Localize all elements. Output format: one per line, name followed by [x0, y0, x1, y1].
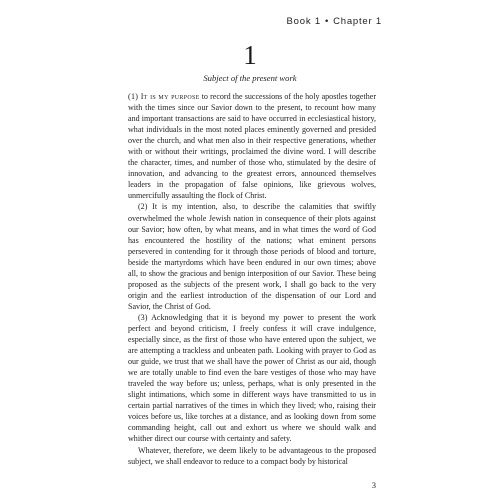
paragraph-3: (3) Acknowledging that it is beyond my power to present the work perfect and beyond criticism, I freely confess it will crave indulgence, especially since, as the first of those who have entered upon the subject, we are attempting a trackless and unbeaten path. Looking with prayer to God as our guide, we trust that we shall have the power of Christ as our aid, though we are totally unable to find even the bare vestiges of those who may have traveled the way before us; unless, perhaps, what is only presented in the slight intimations, which some in different ways have transmitted to us in certain partial narratives of the times in which they lived; who, raising their voices before us, like torches at a distance, and as looking down from some commanding height, call out and exhort us where we should walk and whither direct our course with certainty and safety. — [128, 312, 376, 444]
body-text — [128, 91, 376, 467]
running-head-separator: • — [324, 16, 330, 27]
chapter-subtitle: Subject of the present work — [203, 73, 297, 83]
paragraph-1-lead-in: (1) It is my purpose — [128, 92, 200, 101]
running-head-book: Book 1 — [286, 16, 321, 27]
paragraph-1 — [128, 91, 376, 201]
paragraph-1-text: to record the successions of the holy apostles together with the times since our Savior down to the present, to recount how many and important transactions are said to have occurred in ecclesiastical history, what individuals in the most noted places eminently governed and presided over the church, and what men also in their respective generations, whether with or without their writings, proclaimed the divine word. I will describe the character, times, and number of those who, stimulated by the desire of innovation, and advancing to the greatest errors, announced themselves leaders in the propagation of false opinions, like grievous wolves, unmercifully assaulting the flock of Christ. — [128, 92, 377, 201]
running-head-chapter: Chapter 1 — [333, 16, 382, 27]
paragraph-2: (2) It is my intention, also, to describe the calamities that swiftly overwhelmed the whole Jewish nation in consequence of their plots against our Savior; how often, by what means, and in what times the word of God has encountered the hostility of the nations; what eminent persons persevered in contending for it through those periods of blood and torture, beside the martyrdoms which have been endured in our own times; above all, to show the gracious and benign interposition of our Savior. These being proposed as the subjects of the present work, I shall go back to the very origin and the earliest introduction of the dispensation of our Lord and Savior, the Christ of God. — [128, 202, 376, 311]
running-head — [287, 16, 382, 27]
chapter-number: 1 — [243, 40, 257, 70]
paragraph-4: Whatever, therefore, we deem likely to be advantageous to the proposed subject, we shall endeavor to reduce to a compact body by historical — [128, 445, 376, 466]
page-number: 3 — [371, 480, 376, 490]
